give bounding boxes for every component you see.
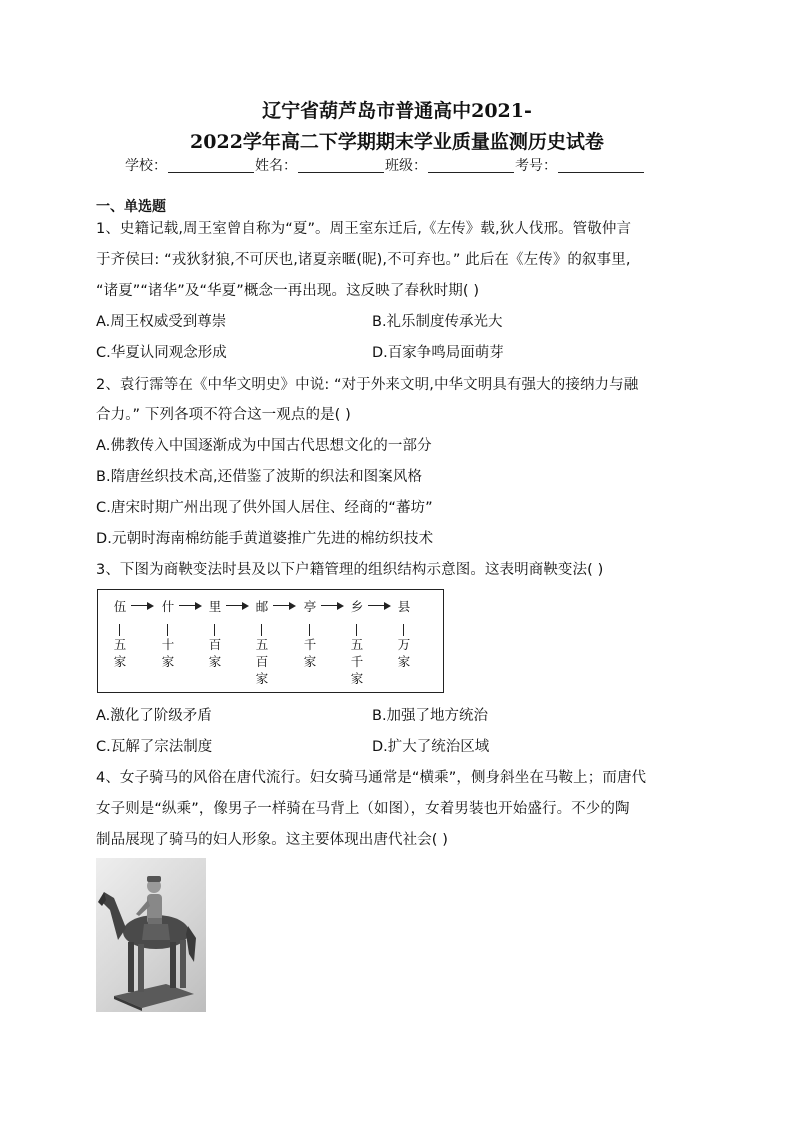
q1-option-a: A.周王权威受到尊崇 [96,314,227,330]
diagram-connector-3 [214,624,215,636]
q4-line1: 4、女子骑马的风俗在唐代流行。妇女骑马通常是“横乘”，侧身斜坐在马鞍上；而唐代 [96,770,647,786]
student-info-row [125,155,645,175]
diagram-node-shi: 什 [161,599,175,614]
household-structure-diagram [97,589,444,693]
q4-line3: 制品展现了骑马的妇人形象。这主要体现出唐代社会( ) [96,832,449,848]
q3-option-d: D.扩大了统治区域 [372,739,490,755]
q1-line3: “诸夏”“诸华”及“华夏”概念一再出现。这反映了春秋时期( ) [96,283,480,299]
school-blank [168,158,254,173]
diagram-connector-1 [119,624,120,636]
q2-option-b: B.隋唐丝织技术高,还借鉴了波斯的织法和图案风格 [96,469,423,485]
name-label: 姓名： [255,158,297,174]
q1-option-c: C.华夏认同观念形成 [96,345,227,361]
section-heading: 一、单选题 [96,199,166,215]
q2-option-c: C.唐宋时期广州出现了供外国人居住、经商的“蕃坊” [96,500,433,516]
q2-line2: 合力。” 下列各项不符合这一观点的是( ) [96,407,351,423]
diagram-connector-7 [403,624,404,636]
school-label: 学校： [125,158,167,174]
class-label: 班级： [385,158,427,174]
diagram-sub-2: 十 家 [161,637,175,669]
q1-line1: 1、史籍记载,周王室曾自称为“夏”。周王室东迁后,《左传》载,狄人伐邢。管敬仲言 [96,221,632,237]
q3-option-c: C.瓦解了宗法制度 [96,739,213,755]
q1-option-d: D.百家争鸣局面萌芽 [372,345,504,361]
q3-option-b: B.加强了地方统治 [372,708,489,724]
diagram-arrow-6 [368,605,386,606]
q1-option-b: B.礼乐制度传承光大 [372,314,503,330]
diagram-connector-4 [261,624,262,636]
diagram-node-xian: 县 [397,599,411,614]
diagram-node-xiang: 乡 [350,599,364,614]
q2-option-d: D.元朝时海南棉纺能手黄道婆推广先进的棉纺织技术 [96,531,434,547]
name-blank [298,158,384,173]
class-blank [428,158,514,173]
diagram-connector-6 [356,624,357,636]
horse-rider-figurine-image [96,858,206,1012]
q3-option-a: A.激化了阶级矛盾 [96,708,212,724]
exam-title-line2: 2022学年高二下学期期末学业质量监测历史试卷 [190,131,604,153]
diagram-sub-7: 万 家 [397,637,411,669]
tang-rider-figurine-photo [96,858,206,1012]
diagram-sub-3: 百 家 [208,637,222,669]
diagram-arrow-5 [321,605,339,606]
diagram-node-ting: 亭 [303,599,317,614]
q1-line2: 于齐侯曰: “戎狄豺狼,不可厌也,诸夏亲暱(昵),不可弃也。” 此后在《左传》的叙事里, [96,252,631,268]
number-label: 考号： [515,158,557,174]
q3-line1: 3、下图为商鞅变法时县及以下户籍管理的组织结构示意图。这表明商鞅变法( ) [96,562,604,578]
diagram-sub-1: 五 家 [113,637,127,669]
diagram-node-you: 邮 [255,599,269,614]
q4-line2: 女子则是“纵乘”，像男子一样骑在马背上（如图），女着男装也开始盛行。不少的陶 [96,801,630,817]
diagram-connector-5 [309,624,310,636]
diagram-arrow-3 [226,605,244,606]
q2-option-a: A.佛教传入中国逐渐成为中国古代思想文化的一部分 [96,438,432,454]
diagram-arrow-1 [131,605,149,606]
diagram-node-wu: 伍 [113,599,127,614]
diagram-arrow-2 [179,605,197,606]
diagram-sub-5: 千 家 [303,637,317,669]
diagram-sub-6: 五 千 家 [350,637,364,686]
number-blank [558,158,644,173]
diagram-connector-2 [167,624,168,636]
diagram-node-li: 里 [208,599,222,614]
diagram-sub-4: 五 百 家 [255,637,269,686]
exam-title-line1: 辽宁省葫芦岛市普通高中2021- [262,100,532,122]
q2-line1: 2、袁行霈等在《中华文明史》中说: “对于外来文明,中华文明具有强大的接纳力与融 [96,377,639,393]
diagram-arrow-4 [273,605,291,606]
